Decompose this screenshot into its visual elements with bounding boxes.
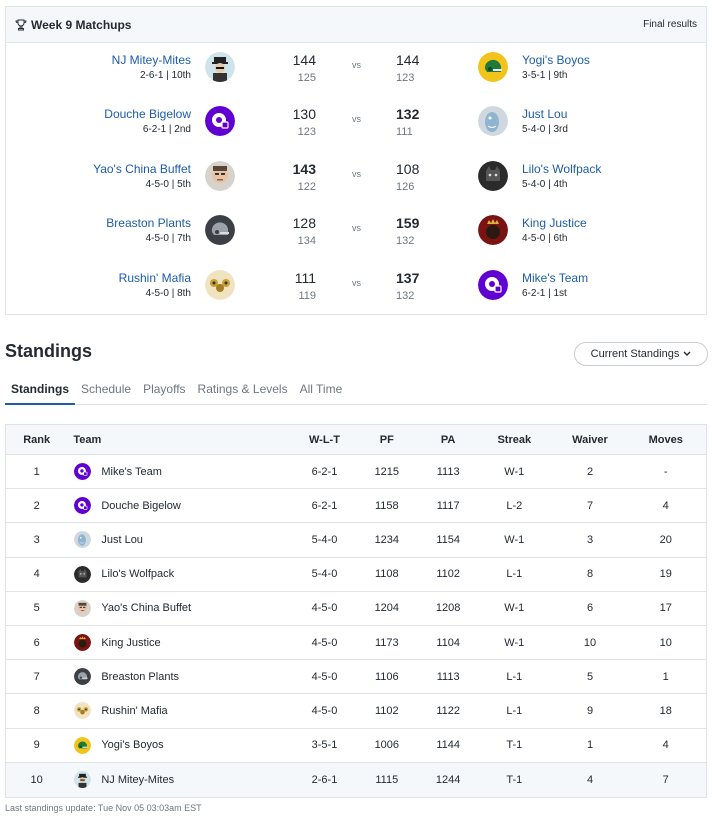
cell-streak: W-1 <box>504 636 525 649</box>
cell-streak: L-2 <box>506 499 523 512</box>
away-projected: 111 <box>396 126 413 138</box>
vs-label: vs <box>352 60 361 70</box>
tab-ratings-levels[interactable]: Ratings & Levels <box>197 382 288 396</box>
table-row[interactable] <box>6 523 706 557</box>
home-team-name[interactable]: Yao's China Buffet <box>93 162 191 176</box>
away-score-block <box>396 52 419 85</box>
cell-team[interactable] <box>67 634 297 651</box>
away-team-record: 4-5-0 | 6th <box>522 233 568 244</box>
cell-waiver: 8 <box>586 568 594 581</box>
home-team-record: 4-5-0 | 7th <box>145 233 191 244</box>
cell-streak: W-1 <box>504 533 525 546</box>
cell-rank: 4 <box>33 568 40 581</box>
team-avatar <box>74 702 91 719</box>
vs-label: vs <box>352 114 361 124</box>
away-score: 132 <box>396 106 420 122</box>
home-score: 143 <box>292 161 316 177</box>
away-score-block <box>396 215 419 248</box>
cell-pf: 1204 <box>374 602 400 615</box>
home-team-avatar[interactable] <box>205 270 235 300</box>
tab-schedule[interactable]: Schedule <box>81 382 132 396</box>
table-header <box>6 425 706 455</box>
team-avatar <box>74 497 91 514</box>
cell-waiver: 10 <box>583 636 597 649</box>
cell-pf: 1234 <box>374 533 400 546</box>
col-team[interactable]: Team <box>73 433 102 446</box>
matchups-header <box>6 7 706 43</box>
away-team <box>522 271 588 301</box>
col-pa[interactable]: PA <box>440 433 456 446</box>
away-score-block <box>396 161 419 194</box>
trophy-icon <box>15 19 27 31</box>
home-projected: 119 <box>298 290 316 302</box>
cell-waiver: 2 <box>586 465 594 478</box>
cell-wlt: 4-5-0 <box>311 602 338 615</box>
home-score: 111 <box>294 270 316 286</box>
cell-pa: 1113 <box>436 465 460 478</box>
cell-waiver: 3 <box>586 533 594 546</box>
away-projected: 126 <box>396 181 415 193</box>
away-team-name[interactable]: Lilo's Wolfpack <box>522 162 602 176</box>
cell-waiver: 7 <box>586 499 594 512</box>
col-wlt[interactable]: W-L-T <box>309 433 340 446</box>
tab-standings[interactable]: Standings <box>5 379 75 405</box>
team-name[interactable]: Yogi's Boyos <box>101 739 164 752</box>
cell-moves: 7 <box>662 773 669 786</box>
team-name[interactable]: King Justice <box>101 636 161 649</box>
cell-wlt: 6-2-1 <box>311 499 338 512</box>
chevron-down-icon <box>683 350 691 359</box>
table-row[interactable] <box>6 592 706 626</box>
cell-wlt: 4-5-0 <box>311 704 338 717</box>
away-score-block <box>396 106 419 139</box>
cell-moves: 20 <box>659 533 672 546</box>
cell-pf: 1115 <box>375 773 399 786</box>
cell-pf: 1215 <box>374 465 400 478</box>
col-streak[interactable]: Streak <box>497 433 532 446</box>
away-projected: 132 <box>396 290 415 302</box>
cell-pf: 1006 <box>374 739 400 752</box>
cell-team[interactable] <box>67 497 297 514</box>
cell-pa: 1154 <box>436 533 460 546</box>
team-name[interactable]: Lilo's Wolfpack <box>101 568 175 581</box>
cell-rank: 6 <box>33 636 40 649</box>
cell-moves: 10 <box>659 636 672 649</box>
vs-label: vs <box>352 223 361 233</box>
away-team-record: 5-4-0 | 4th <box>522 179 568 190</box>
cell-pa: 1122 <box>436 704 460 717</box>
cell-pf: 1106 <box>374 670 399 683</box>
standings-table <box>5 424 707 798</box>
away-team-avatar[interactable] <box>478 270 508 300</box>
cell-wlt: 4-5-0 <box>311 670 338 683</box>
away-team-record: 6-2-1 | 1st <box>522 288 567 299</box>
away-team-name[interactable]: Just Lou <box>522 107 568 121</box>
table-row[interactable] <box>6 558 706 592</box>
cell-rank: 3 <box>33 533 40 546</box>
cell-waiver: 9 <box>586 704 594 717</box>
team-name[interactable]: Yao's China Buffet <box>101 602 192 615</box>
cell-team[interactable] <box>67 668 297 685</box>
team-avatar <box>74 600 91 617</box>
home-team-name[interactable]: Douche Bigelow <box>104 107 191 121</box>
away-team-record: 5-4-0 | 3rd <box>522 124 568 135</box>
away-score: 144 <box>396 52 420 68</box>
away-team-record: 3-5-1 | 9th <box>522 70 568 81</box>
away-team-avatar[interactable] <box>478 52 508 82</box>
away-team-name[interactable]: Yogi's Boyos <box>522 53 590 67</box>
home-team-name[interactable]: Breaston Plants <box>106 216 191 230</box>
home-projected: 134 <box>297 235 316 247</box>
cell-moves: 19 <box>659 568 672 581</box>
cell-pf: 1108 <box>374 568 399 581</box>
vs-label: vs <box>352 169 361 179</box>
home-team-record: 4-5-0 | 5th <box>145 179 191 190</box>
cell-moves: 18 <box>659 704 672 717</box>
cell-streak: L-1 <box>506 704 523 717</box>
home-score: 128 <box>292 215 316 231</box>
cell-team[interactable] <box>67 566 297 583</box>
home-score: 130 <box>292 106 316 122</box>
cell-moves: - <box>663 465 668 478</box>
team-name[interactable]: NJ Mitey-Mites <box>101 773 175 786</box>
cell-pa: 1144 <box>436 739 460 752</box>
cell-pa: 1208 <box>435 602 461 615</box>
table-row[interactable] <box>6 489 706 523</box>
home-team <box>119 271 191 301</box>
table-row[interactable] <box>6 455 706 489</box>
home-projected: 123 <box>297 126 316 138</box>
cell-streak: L-1 <box>506 568 523 581</box>
home-team <box>93 162 191 192</box>
cell-rank: 5 <box>33 602 40 615</box>
matchups-title-text: Week 9 Matchups <box>31 17 132 32</box>
col-pf[interactable]: PF <box>379 433 394 446</box>
away-team-avatar[interactable] <box>478 106 508 136</box>
away-team <box>522 162 601 192</box>
away-score: 159 <box>396 215 420 231</box>
team-name[interactable]: Just Lou <box>101 533 143 546</box>
cell-rank: 7 <box>33 670 40 683</box>
col-waiver[interactable]: Waiver <box>572 433 608 446</box>
team-name[interactable]: Rushin' Mafia <box>101 704 168 717</box>
away-team-name[interactable]: Mike's Team <box>522 271 589 285</box>
team-avatar <box>74 531 91 548</box>
home-projected: 125 <box>297 72 316 84</box>
cell-team[interactable] <box>67 702 297 719</box>
cell-team[interactable] <box>67 531 297 548</box>
cell-pf: 1173 <box>374 636 399 649</box>
home-team-record: 2-6-1 | 10th <box>140 70 191 81</box>
table-row[interactable] <box>6 729 706 763</box>
away-score-block <box>396 270 419 303</box>
home-team-avatar[interactable] <box>205 215 235 245</box>
away-team-name[interactable]: King Justice <box>522 216 587 230</box>
cell-streak: T-1 <box>506 739 523 752</box>
team-avatar <box>74 463 91 480</box>
cell-rank: 10 <box>30 773 43 786</box>
cell-moves: 4 <box>662 739 669 752</box>
table-body <box>6 455 706 797</box>
home-team <box>106 216 191 246</box>
cell-team[interactable] <box>67 463 297 480</box>
cell-rank: 9 <box>33 739 40 752</box>
home-team-avatar[interactable] <box>205 106 235 136</box>
home-team-name[interactable]: NJ Mitey-Mites <box>111 53 191 67</box>
cell-team[interactable] <box>67 771 297 788</box>
cell-pa: 1102 <box>436 568 460 581</box>
table-row[interactable] <box>6 626 706 660</box>
vs-label: vs <box>352 278 361 288</box>
home-team-record: 6-2-1 | 2nd <box>142 124 191 135</box>
cell-rank: 1 <box>33 465 40 478</box>
cell-waiver: 5 <box>586 670 594 683</box>
cell-wlt: 5-4-0 <box>311 568 338 581</box>
cell-pa: 1113 <box>436 670 460 683</box>
away-score: 108 <box>396 161 420 177</box>
cell-streak: W-1 <box>504 602 525 615</box>
away-team-avatar[interactable] <box>478 215 508 245</box>
home-team-record: 4-5-0 | 8th <box>145 288 191 299</box>
cell-waiver: 4 <box>586 773 594 786</box>
col-rank[interactable]: Rank <box>23 433 51 446</box>
matchup-row[interactable] <box>6 161 706 201</box>
tab-all-time[interactable]: All Time <box>299 382 343 396</box>
matchup-row[interactable] <box>6 52 706 92</box>
team-name[interactable]: Mike's Team <box>101 465 162 478</box>
cell-wlt: 2-6-1 <box>311 773 338 786</box>
home-score: 144 <box>292 52 316 68</box>
col-moves[interactable]: Moves <box>648 433 683 446</box>
last-update-note: Last standings update: Tue Nov 05 03:03am EST <box>5 803 202 813</box>
current-standings-label: Current Standings <box>590 348 680 360</box>
home-score-block <box>295 270 316 303</box>
cell-pf: 1102 <box>374 704 399 717</box>
current-standings-dropdown[interactable] <box>574 342 708 366</box>
standings-title: Standings <box>5 341 93 361</box>
tab-playoffs[interactable]: Playoffs <box>143 382 186 396</box>
cell-waiver: 1 <box>586 739 594 752</box>
cell-waiver: 6 <box>586 602 594 615</box>
team-avatar <box>74 771 91 788</box>
home-team <box>104 107 191 137</box>
team-avatar <box>74 566 91 583</box>
home-score-block <box>293 161 316 194</box>
standings-tabs <box>5 379 707 405</box>
home-score-block <box>293 52 316 85</box>
home-projected: 122 <box>297 181 316 193</box>
cell-pa: 1244 <box>435 773 461 786</box>
home-team-avatar[interactable] <box>205 161 235 191</box>
cell-streak: T-1 <box>506 773 523 786</box>
team-avatar <box>74 668 91 685</box>
home-team-name[interactable]: Rushin' Mafia <box>118 271 191 285</box>
cell-pa: 1104 <box>436 636 460 649</box>
matchup-row[interactable] <box>6 270 706 310</box>
home-score-block <box>293 106 316 139</box>
matchups-card <box>5 6 707 315</box>
away-score: 137 <box>396 270 420 286</box>
cell-moves: 4 <box>662 499 669 512</box>
matchup-row[interactable] <box>6 106 706 146</box>
away-team <box>522 216 587 246</box>
table-row[interactable] <box>6 763 706 797</box>
cell-team[interactable] <box>67 600 297 617</box>
away-team <box>522 53 590 83</box>
cell-wlt: 3-5-1 <box>311 739 338 752</box>
matchups-title <box>15 18 131 32</box>
cell-moves: 1 <box>662 670 669 683</box>
table-row[interactable] <box>6 660 706 694</box>
cell-rank: 8 <box>33 704 40 717</box>
team-avatar <box>74 737 91 754</box>
cell-streak: L-1 <box>506 670 523 683</box>
cell-team[interactable] <box>67 737 297 754</box>
team-name[interactable]: Douche Bigelow <box>101 499 181 512</box>
home-team-avatar[interactable] <box>205 52 235 82</box>
away-projected: 123 <box>396 72 415 84</box>
cell-pa: 1117 <box>436 499 460 512</box>
cell-pf: 1158 <box>374 499 399 512</box>
cell-wlt: 6-2-1 <box>311 465 338 478</box>
away-team-avatar[interactable] <box>478 161 508 191</box>
team-name[interactable]: Breaston Plants <box>101 670 179 683</box>
cell-streak: W-1 <box>504 465 525 478</box>
away-team <box>522 107 568 137</box>
home-team <box>112 53 191 83</box>
cell-wlt: 4-5-0 <box>311 636 338 649</box>
team-avatar <box>74 634 91 651</box>
cell-rank: 2 <box>33 499 40 512</box>
matchups-status: Final results <box>643 19 697 30</box>
cell-wlt: 5-4-0 <box>311 533 338 546</box>
table-row[interactable] <box>6 694 706 728</box>
away-projected: 132 <box>396 235 415 247</box>
home-score-block <box>293 215 316 248</box>
matchup-row[interactable] <box>6 215 706 255</box>
cell-moves: 17 <box>659 602 672 615</box>
